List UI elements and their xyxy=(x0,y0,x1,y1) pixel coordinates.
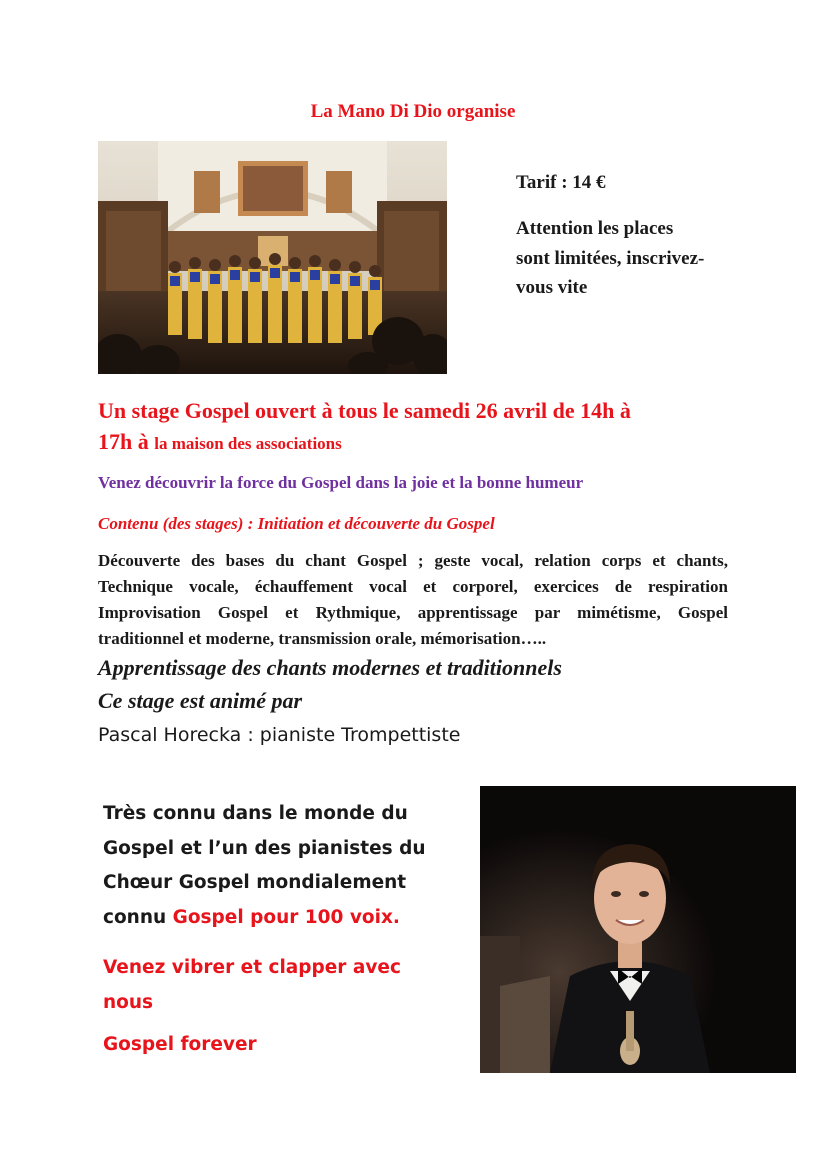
invite-text: Venez découvrir la force du Gospel dans la joie et la bonne humeur xyxy=(98,473,584,492)
choir-photo xyxy=(98,141,447,374)
detail-line: Technique vocale, échauffement vocal et corporel, exercices de respiration xyxy=(98,577,728,596)
learning-text: Apprentissage des chants modernes et traditionnels xyxy=(98,655,562,680)
animator-intro: Ce stage est animé par xyxy=(98,688,303,713)
call-to-action xyxy=(103,951,473,1020)
headline-line xyxy=(98,426,738,459)
content-heading: Contenu (des stages) : Initiation et découverte du Gospel xyxy=(98,514,495,533)
limited-places-notice xyxy=(516,214,756,303)
bio-line xyxy=(103,901,473,936)
choir-illustration xyxy=(98,141,447,374)
detail-line: traditionnel et moderne, transmission orale, mémorisation….. xyxy=(98,629,547,648)
detail-line: Découverte des bases du chant Gospel ; geste vocal, relation corps et chants, xyxy=(98,551,728,570)
event-headline xyxy=(98,395,738,459)
animator-bio xyxy=(103,797,473,935)
portrait-photo xyxy=(480,786,796,1073)
notice-line: vous vite xyxy=(516,277,588,298)
notice-line: sont limitées, inscrivez- xyxy=(516,247,705,269)
slogan: Gospel forever xyxy=(103,1034,257,1055)
headline-time: 17h à xyxy=(98,429,155,454)
cta-line: Venez vibrer et clapper avec xyxy=(103,957,401,978)
notice-line: Attention les places xyxy=(516,218,674,239)
headline-line: Un stage Gospel ouvert à tous le samedi 26 avril de 14h à xyxy=(98,398,631,423)
bio-line: Gospel et l’un des pianistes du xyxy=(103,837,426,859)
bio-line: Chœur Gospel mondialement xyxy=(103,872,407,893)
cta-line: nous xyxy=(103,991,154,1013)
course-details xyxy=(98,548,728,652)
headline-location: la maison des associations xyxy=(154,434,342,453)
page-title: La Mano Di Dio organise xyxy=(310,101,516,122)
detail-line: Improvisation Gospel et Rythmique, apprentissage par mimétisme, Gospel xyxy=(98,603,728,622)
portrait-illustration xyxy=(480,786,796,1073)
bio-line: Très connu dans le monde du xyxy=(103,803,408,824)
price-text: Tarif : 14 € xyxy=(516,172,606,193)
animator-name: Pascal Horecka : pianiste Trompettiste xyxy=(98,724,461,746)
bio-connu: connu xyxy=(103,906,173,928)
bio-highlight: Gospel pour 100 voix. xyxy=(172,906,400,928)
